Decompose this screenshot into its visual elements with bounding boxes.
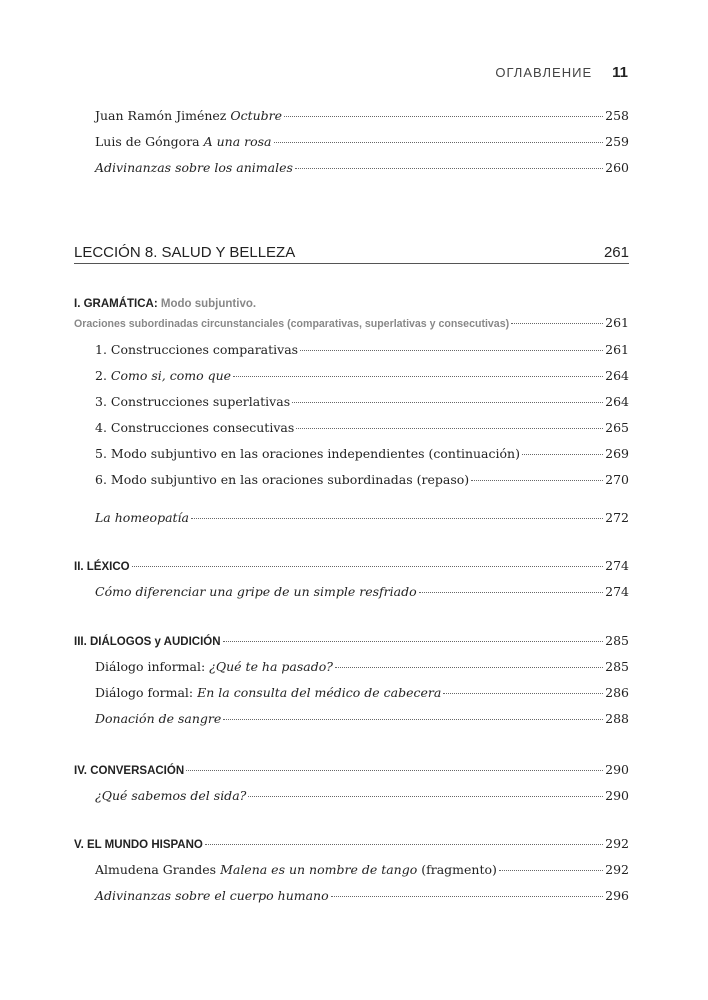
- item-number: 4.: [95, 420, 111, 435]
- entry-suffix: (fragmento): [417, 862, 497, 877]
- toc-entry[interactable]: [95, 160, 629, 176]
- entry-page: 285: [605, 659, 629, 674]
- item-number: 2.: [95, 368, 111, 383]
- toc-entry[interactable]: [95, 584, 629, 600]
- section-heading-lexico[interactable]: [74, 558, 629, 575]
- entry-page: 290: [605, 788, 629, 803]
- lesson-title: LECCIÓN 8. SALUD Y BELLEZA: [74, 244, 296, 261]
- leader-dots: [292, 402, 603, 403]
- leader-dots: [205, 844, 603, 845]
- entry-work: Octubre: [230, 108, 283, 123]
- entry-work: Malena es un nombre de tango: [220, 862, 418, 877]
- entry-text: ¿Qué sabemos del sida?: [95, 788, 247, 803]
- item-number: 6.: [95, 472, 111, 487]
- entry-page: 264: [605, 394, 629, 409]
- toc-entry[interactable]: [95, 862, 629, 878]
- entry-work: Adivinanzas sobre los animales: [95, 160, 293, 175]
- entry-page: 292: [605, 862, 629, 877]
- entry-page: 292: [605, 836, 629, 851]
- entry-page: 258: [605, 108, 629, 123]
- leader-dots: [296, 428, 603, 429]
- leader-dots: [295, 168, 603, 169]
- entry-text: Modo subjuntivo en las oraciones subordinadas (repaso): [110, 472, 470, 487]
- lesson-page: 261: [603, 244, 629, 261]
- entry-page: 288: [605, 711, 629, 726]
- leader-dots: [499, 870, 603, 871]
- leader-dots: [335, 667, 603, 668]
- entry-page: 261: [605, 342, 629, 357]
- toc-entry[interactable]: [95, 420, 629, 436]
- toc-entry[interactable]: [95, 510, 629, 526]
- entry-page: 286: [605, 685, 629, 700]
- toc-entry[interactable]: [95, 788, 629, 804]
- leader-dots: [274, 142, 604, 143]
- item-number: 1.: [95, 342, 111, 357]
- header-page-number: 11: [612, 64, 628, 81]
- item-number: 5.: [95, 446, 111, 461]
- section-subtitle-line2: Oraciones subordinadas circunstanciales (comparativas, superlativas y consecutivas): [74, 318, 510, 330]
- leader-dots: [132, 566, 604, 567]
- entry-text: ¿Qué te ha pasado?: [209, 659, 333, 674]
- entry-page: 290: [605, 762, 629, 777]
- leader-dots: [511, 323, 603, 324]
- toc-entry[interactable]: [95, 472, 629, 488]
- entry-author: Luis de Góngora: [95, 134, 204, 149]
- entry-page: 259: [605, 134, 629, 149]
- leader-dots: [284, 116, 603, 117]
- toc-entry[interactable]: [95, 342, 629, 358]
- entry-author: Juan Ramón Jiménez: [95, 108, 231, 123]
- toc-entry[interactable]: [95, 446, 629, 462]
- entry-page: 264: [605, 368, 629, 383]
- entry-page: 272: [605, 510, 629, 525]
- section-label: V. EL MUNDO HISPANO: [74, 839, 203, 851]
- section-label: III. DIÁLOGOS y AUDICIÓN: [74, 636, 221, 648]
- leader-dots: [331, 896, 604, 897]
- section-heading-mundo-hispano[interactable]: [74, 836, 629, 853]
- entry-prefix: Diálogo formal:: [95, 685, 198, 700]
- entry-text: Construcciones comparativas: [110, 342, 299, 357]
- leader-dots: [443, 693, 603, 694]
- entry-page: 260: [605, 160, 629, 175]
- entry-work: A una rosa: [203, 134, 272, 149]
- toc-entry[interactable]: [74, 315, 629, 332]
- leader-dots: [191, 518, 603, 519]
- entry-text: Modo subjuntivo en las oraciones independientes (continuación): [110, 446, 520, 461]
- entry-text: La homeopatía: [95, 510, 190, 525]
- toc-entry[interactable]: [95, 108, 629, 124]
- entry-text: Construcciones consecutivas: [110, 420, 295, 435]
- leader-dots: [471, 480, 603, 481]
- toc-entry[interactable]: [95, 134, 629, 150]
- item-number: 3.: [95, 394, 111, 409]
- header-title: ОГЛАВЛЕНИЕ: [495, 65, 593, 80]
- section-heading-conversacion[interactable]: [74, 762, 629, 779]
- leader-dots: [223, 641, 604, 642]
- leader-dots: [248, 796, 603, 797]
- section-label: IV. CONVERSACIÓN: [74, 765, 185, 777]
- section-heading-grammar: [74, 296, 629, 312]
- entry-text: Como si, como que: [110, 368, 232, 383]
- entry-page: 261: [605, 315, 629, 330]
- entry-page: 274: [605, 584, 629, 599]
- toc-entry[interactable]: [95, 685, 629, 701]
- running-header: [495, 64, 628, 81]
- entry-text: Cómo diferenciar una gripe de un simple resfriado: [95, 584, 417, 599]
- entry-page: 285: [605, 633, 629, 648]
- entry-prefix: Diálogo informal:: [95, 659, 210, 674]
- leader-dots: [186, 770, 603, 771]
- section-subtitle: Modo subjuntivo.: [160, 298, 257, 310]
- section-heading-dialogos[interactable]: [74, 633, 629, 650]
- toc-entry[interactable]: [95, 394, 629, 410]
- leader-dots: [419, 592, 604, 593]
- leader-dots: [522, 454, 603, 455]
- entry-page: 265: [605, 420, 629, 435]
- leader-dots: [223, 719, 603, 720]
- entry-page: 269: [605, 446, 629, 461]
- toc-entry[interactable]: [95, 659, 629, 675]
- section-label: I. GRAMÁTICA:: [74, 298, 161, 310]
- entry-text: Construcciones superlativas: [110, 394, 291, 409]
- lesson-heading[interactable]: [74, 244, 629, 264]
- toc-entry[interactable]: [95, 888, 629, 904]
- leader-dots: [233, 376, 603, 377]
- section-label: II. LÉXICO: [74, 561, 130, 573]
- entry-page: 274: [605, 558, 629, 573]
- entry-text: Adivinanzas sobre el cuerpo humano: [95, 888, 329, 903]
- toc-entry[interactable]: [95, 711, 629, 727]
- leader-dots: [300, 350, 603, 351]
- toc-entry[interactable]: [95, 368, 629, 384]
- entry-text: Donación de sangre: [95, 711, 222, 726]
- entry-author: Almudena Grandes: [95, 862, 221, 877]
- entry-page: 270: [605, 472, 629, 487]
- entry-text: En la consulta del médico de cabecera: [197, 685, 442, 700]
- entry-page: 296: [605, 888, 629, 903]
